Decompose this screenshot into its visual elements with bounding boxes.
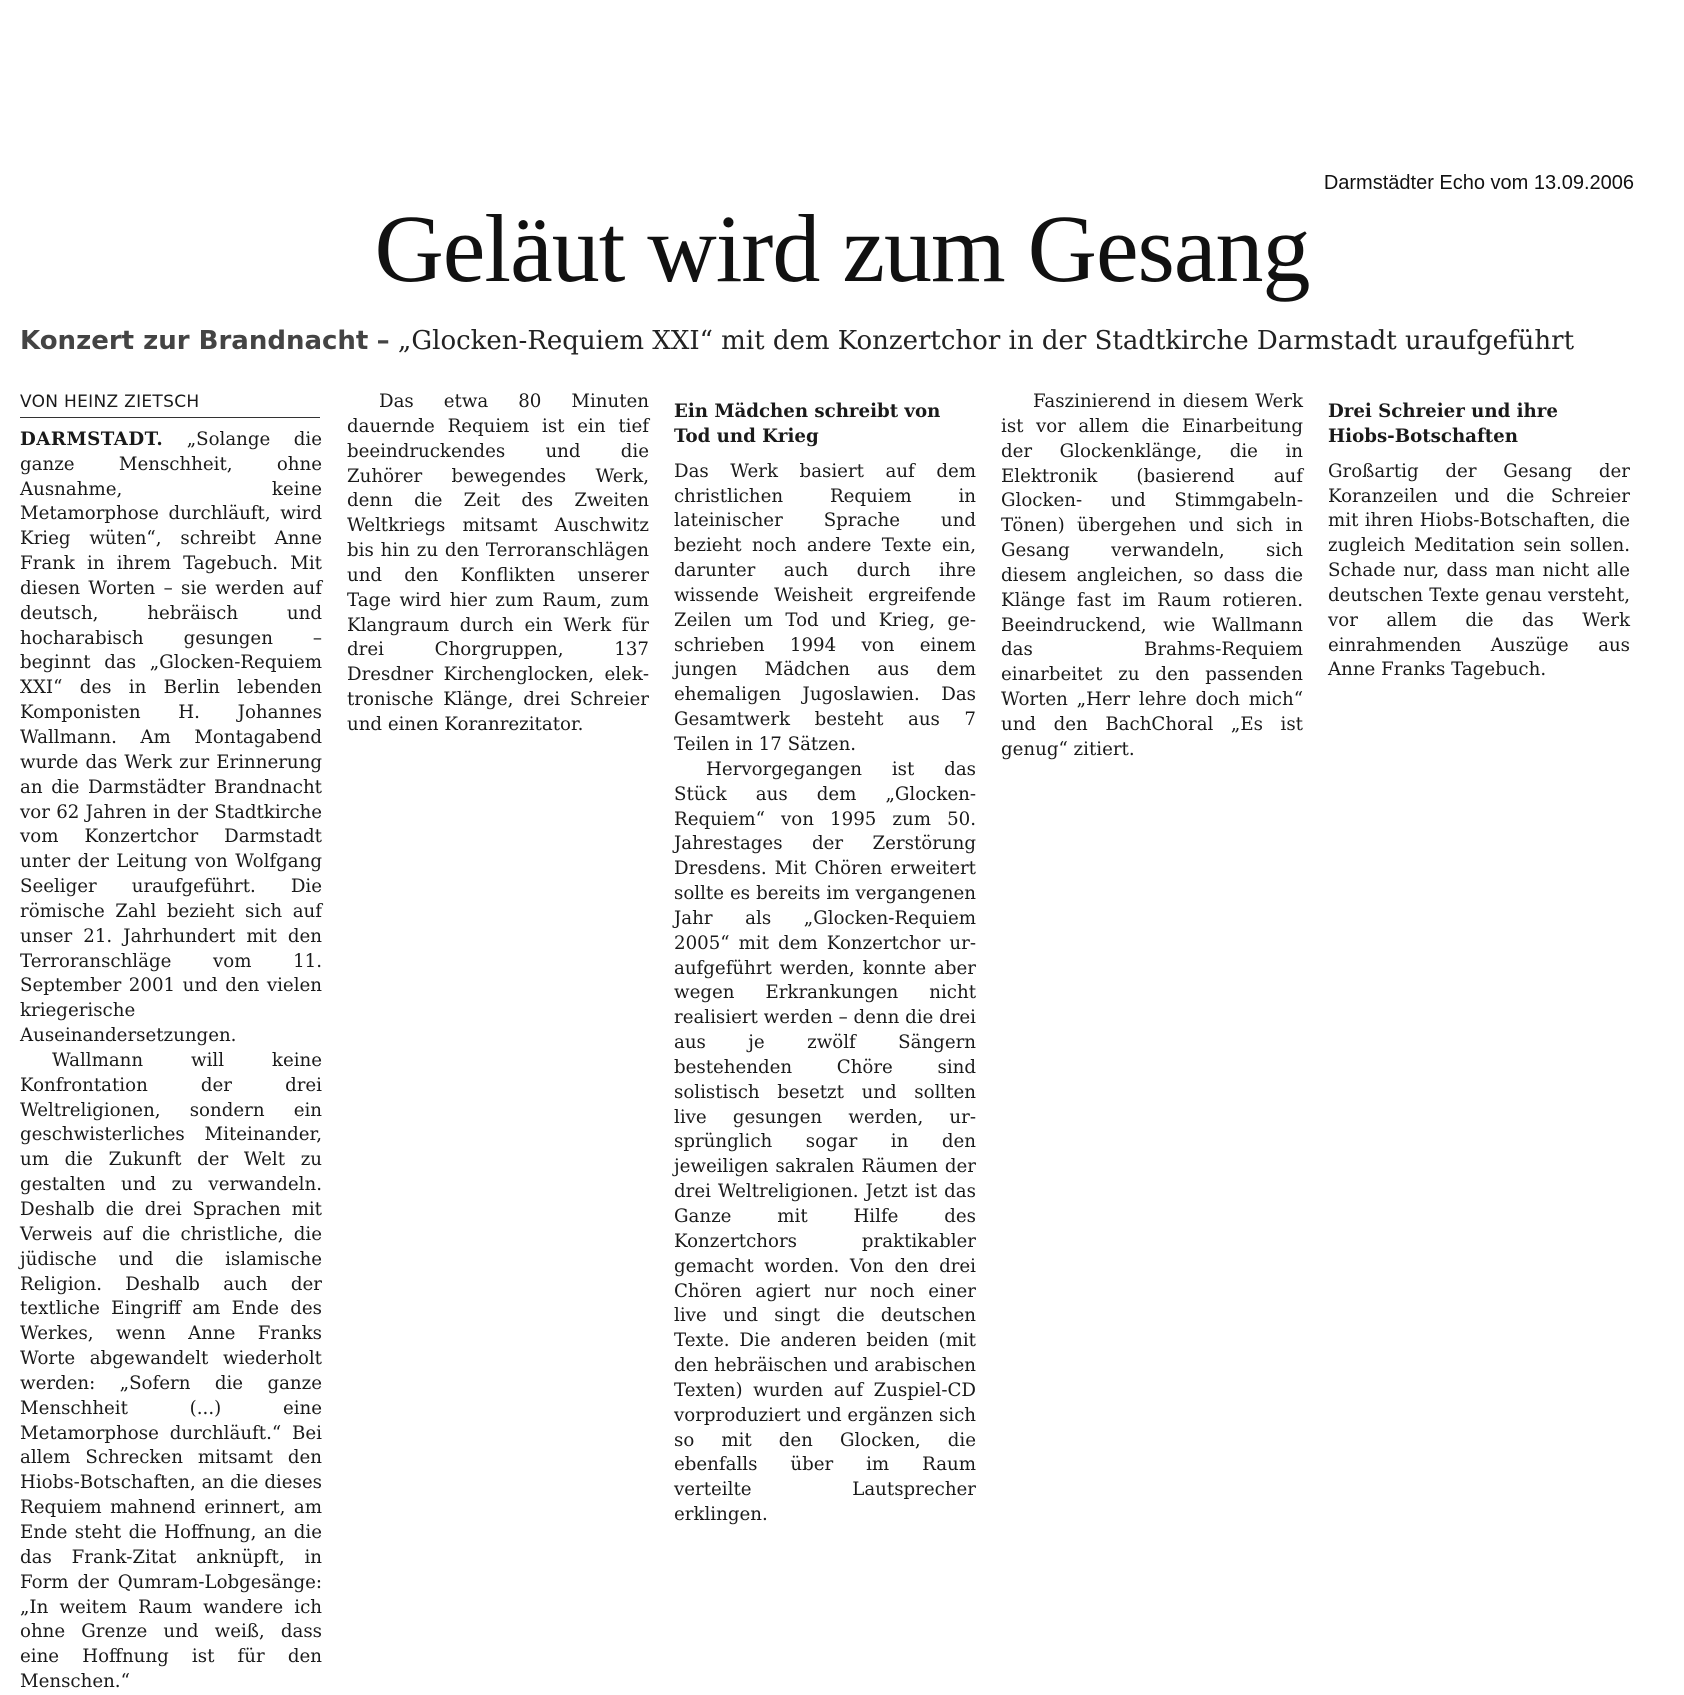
subheadline — [20, 326, 1630, 357]
subhead-text: „Glocken-Requiem XXI“ mit dem Konzertchor in der Stadtkirche Darmstadt uraufgeführt — [397, 326, 1575, 356]
article-column-1 — [20, 390, 322, 1693]
article-paragraph: Hervorgegangen ist das Stück aus dem „Glocken-Requiem“ von 1995 zum 50. Jahrestages der Zerstörung Dresdens. Mit Chören erweitert sollte es bereits im vergangenen Jahr als „Glocken-Requiem 2005“ mit dem Konzertchor uraufgeführt werden, konnte aber wegen Erkrankungen nicht realisiert werden – denn die drei aus je zwölf Sängern bestehenden Chöre sind solistisch besetzt und sollten live gesungen werden, ursprünglich sogar in den jeweiligen sakralen Räumen der drei Weltreligionen. Jetzt ist das Ganze mit Hilfe des Konzertchors praktikabler gemacht worden. Von den drei Chören agiert nur noch einer live und singt die deutschen Texte. Die anderen beiden (mit den hebräischen und arabischen Texten) wurden auf Zuspiel-CD vorproduziert und ergänzen sich so mit den Glocken, die ebenfalls über im Raum verteilte Lautsprecher erklingen. — [674, 758, 976, 1526]
article-paragraph: Das etwa 80 Minuten dauernde Requiem ist ein tief beeindruckendes und die Zuhörer bewegendes Werk, denn die Zeit des Zweiten Weltkriegs mitsamt Auschwitz bis hin zu den Terroranschlägen und den Konflikten unserer Tage wird hier zum Raum, zum Klangraum durch ein Werk für drei Chorgruppen, 137 Dresdner Kirchenglocken, elektronische Klänge, drei Schreier und einen Koranrezitator. — [347, 391, 649, 735]
article-paragraph: Das Werk basiert auf dem christlichen Requiem in lateinischer Sprache und bezieht noch andere Texte ein, darunter auch durch ihre wissende Weisheit ergreifende Zeilen um Tod und Krieg, geschrieben 1994 von einem jungen Mädchen aus dem ehemaligen Jugoslawien. Das Gesamtwerk besteht aus 7 Teilen in 17 Sätzen. — [674, 460, 976, 755]
section-heading: Drei Schreier und ihre Hiobs-Botschaften — [1328, 401, 1558, 447]
article-paragraph: Wallmann will keine Konfrontation der drei Weltreligionen, sondern ein geschwisterliches Miteinander, um die Zukunft der Welt zu gestalten und zu verwandeln. Deshalb die drei Sprachen mit Verweis auf die christliche, die jüdische und die islamische Religion. Deshalb auch der textliche Eingriff am Ende des Werkes, wenn Anne Franks Worte abgewandelt wiederholt werden: „Sofern die ganze Menschheit (...) eine Metamorphose durchläuft.“ Bei allem Schrecken mitsamt den Hiobs-Botschaften, an die dieses Requiem mahnend erinnert, am Ende steht die Hoffnung, an die das Frank-Zitat anknüpft, in Form der Qumram-Lobgesänge: „In weitem Raum wandere ich ohne Grenze und weiß, dass eine Hoffnung ist für den Menschen.“ — [20, 1049, 322, 1693]
dateline: DARMSTADT. — [20, 428, 164, 450]
source-line: Darmstädter Echo vom 13.09.2006 — [1323, 172, 1634, 194]
article-column-3 — [674, 390, 976, 1526]
article-columns — [20, 390, 1630, 1693]
article-column-4 — [1001, 390, 1303, 1050]
article-column-2 — [347, 390, 649, 1050]
article-paragraph: Großartig der Gesang der Koranzeilen und die Schreier mit ihren Hiobs-Botschaften, die zugleich Meditation sein sollen. Schade nur, dass man nicht alle deutschen Texte genau versteht, vor allem die das Werk einrahmenden Auszüge aus Anne Franks Tagebuch. — [1328, 460, 1630, 681]
subhead-dash: – — [376, 326, 390, 356]
article-paragraph — [20, 428, 322, 1049]
byline: VON HEINZ ZIETSCH — [20, 390, 320, 418]
article-paragraph: Faszinierend in diesem Werk ist vor allem die Einarbeitung der Glockenklänge, die in Elektronik (basierend auf Glocken- und Stimmgabeln-Tönen) übergehen und sich in Gesang verwandeln, sich diesem angleichen, so dass die Klänge fast im Raum rotieren. Beeindruckend, wie Wallmann das Brahms-Requiem einarbeitet zu den passenden Worten „Herr lehre doch mich“ und den BachChoral „Es ist genug“ zitiert. — [1001, 391, 1303, 760]
headline: Geläut wird zum Gesang — [374, 195, 1310, 302]
subhead-kicker: Konzert zur Brandnacht — [20, 326, 369, 356]
section-heading: Ein Mädchen schreibt von Tod und Krieg — [674, 401, 941, 447]
paragraph-1-text: „Solange die ganze Menschheit, ohne Ausnahme, keine Metamorphose durchläuft, wird Krieg wüten“, schreibt Anne Frank in ihrem Tagebuch. Mit diesen Worten – sie werden auf deutsch, hebräisch und hocharabisch gesungen – beginnt das „Glocken-Requiem XXI“ des in Berlin lebenden Komponisten H. Johannes Wallmann. Am Montagabend wurde das Werk zur Erinnerung an die Darmstädter Brandnacht vor 62 Jahren in der Stadtkirche vom Konzertchor Darmstadt unter der Leitung von Wolfgang Seeliger uraufgeführt. Die römische Zahl bezieht sich auf unser 21. Jahrhundert mit den Terroranschläge vom 11. September 2001 und den vielen kriegerische Auseinandersetzungen. — [20, 428, 322, 1047]
article-column-5 — [1328, 390, 1630, 1050]
